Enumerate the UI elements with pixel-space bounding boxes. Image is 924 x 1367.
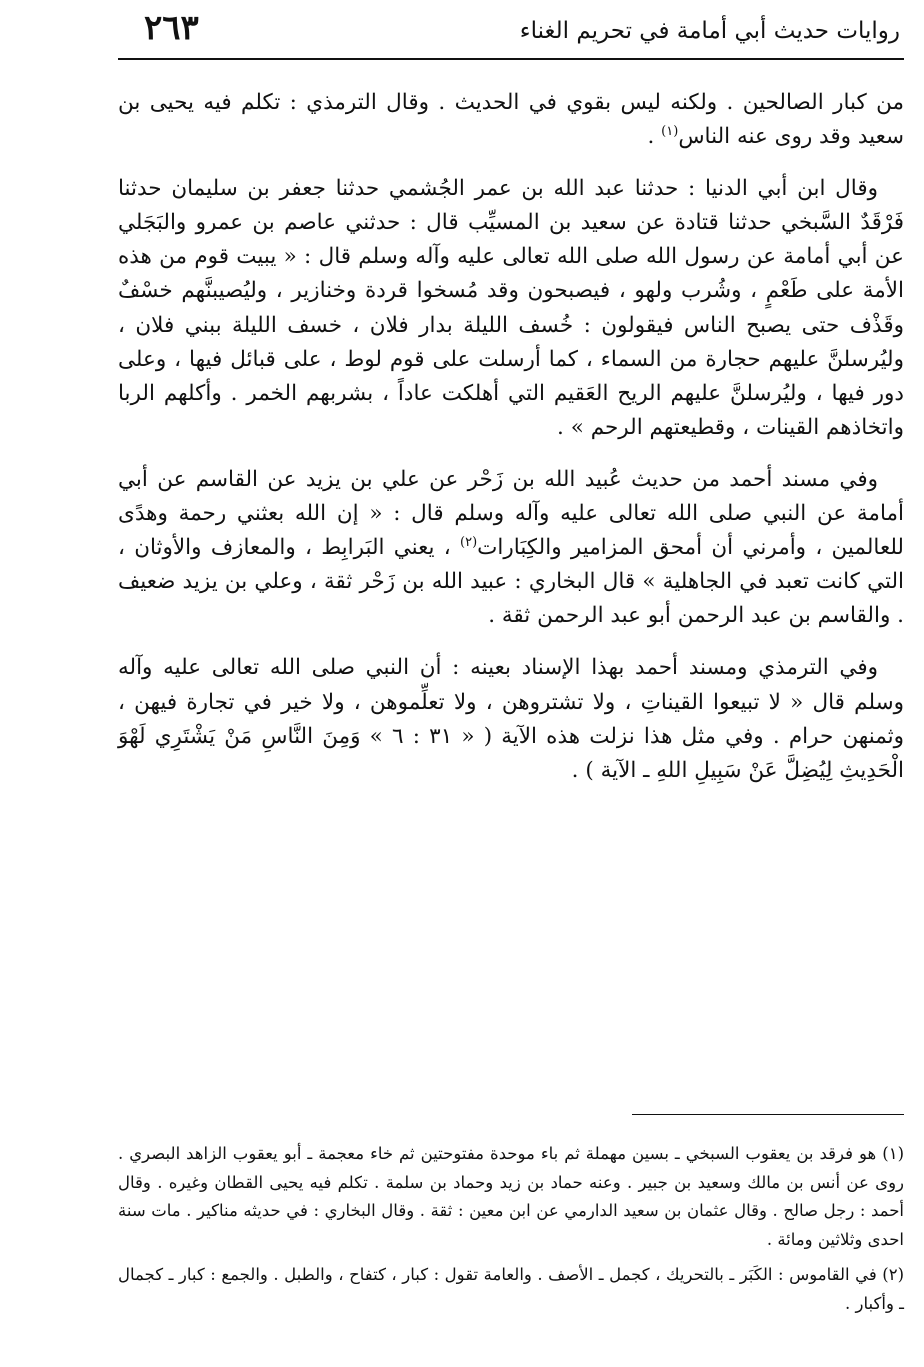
paragraph-3 [118,463,904,633]
page-header [118,8,904,60]
footnote-2: (٢) في القاموس : الكَبَر ـ بالتحريك ، كجمل ـ الأصف . والعامة تقول : كبار ، كتفاح ، والطبل . والجمع : كبار ـ كجمال ـ وأكبار . [118,1264,904,1313]
footnote-separator [632,1114,904,1115]
paragraph-1 [118,86,904,154]
page-number: ٢٦٣ [144,8,199,48]
footnote-ref-2: (٢) [460,534,478,550]
paragraph-3-text: وفي مسند أحمد من حديث عُبيد الله بن زَحْر عن علي بن يزيد عن القاسم عن أبي أمامة عن النبي صلى الله تعالى عليه وآله وسلم قال : « إن الله بعثني رحمة وهدًى للعالمين ، وأمرني أن أمحق المزامير والكِبَارات [118,466,904,561]
footnotes [118,1140,904,1324]
paragraph-1-end: . [647,124,662,150]
footnote-ref-1: (١) [661,123,679,139]
paragraph-3-end: ، يعني البَرابِط ، والمعازف والأوثان ، التي كانت تعبد في الجاهلية » قال البخاري : عبيد الله بن زَحْر ثقة ، وعلي بن يزيد ضعيف . والقاسم بن عبد الرحمن أبو عبد الرحمن ثقة . [118,535,904,629]
main-text [118,86,904,806]
running-title: روايات حديث أبي أمامة في تحريم الغناء [519,18,900,44]
footnote-1: (١) هو فرقد بن يعقوب السبخي ـ بسين مهملة ثم باء موحدة مفتوحتين ثم خاء معجمة ـ أبو يعقوب الزاهد البصري . روى عن أنس بن مالك وسعيد بن جبير . وعنه حماد بن زيد وحماد بن سلمة . تكلم فيه يحيى القطان وغيره . وقال أحمد : رجل صالح . وقال عثمان بن سعيد الدارمي عن ابن معين : ثقة . وقال البخاري : في حديثه مناكير . مات سنة احدى وثلاثين ومائة . [118,1144,904,1250]
paragraph-1-text: من كبار الصالحين . ولكنه ليس بقوي في الحديث . وقال الترمذي : تكلم فيه يحيى بن سعيد وقد روى عنه الناس [118,90,904,150]
paragraph-2: وقال ابن أبي الدنيا : حدثنا عبد الله بن عمر الجُشمي حدثنا جعفر بن سليمان حدثنا فَرْقَدٌ السَّبخي حدثنا قتادة عن سعيد بن المسيِّب قال : حدثني عاصم بن عمرو والبَجَلي عن أبي أمامة عن رسول الله صلى الله تعالى عليه وآله وسلم قال : « يبيت قوم من هذه الأمة على طَعْمٍ ، وشُرب ولهو ، فيصبحون وقد مُسخوا قردة وخنازير ، وليُصيبنَّهم خسْفٌ وقَذْف حتى يصبح الناس فيقولون : خُسف الليلة بدار فلان ، خسف الليلة ببني فلان ، وليُرسلنَّ عليهم حجارة من السماء ، كما أرسلت على قوم لوط ، على قبائل فيها ، وعلى دور فيها ، وليُرسلنَّ عليهم الريح العَقيم التي أهلكت عاداً ، بشربهم الخمر . وأكلهم الربا واتخاذهم القينات ، وقطيعتهم الرحم » . [118,176,904,440]
paragraph-4: وفي الترمذي ومسند أحمد بهذا الإسناد بعينه : أن النبي صلى الله تعالى عليه وآله وسلم قال « لا تبيعوا القيناتِ ، ولا تشتروهن ، ولا تعلِّموهن ، ولا خير في تجارة فيهن ، وثمنهن حرام . وفي مثل هذا نزلت هذه الآية ( « ٣١ : ٦ » وَمِنَ النَّاسِ مَنْ يَشْتَرِي لَهْوَ الْحَدِيثِ لِيُضِلَّ عَنْ سَبِيلِ اللهِ ـ الآية ) . [118,655,904,783]
